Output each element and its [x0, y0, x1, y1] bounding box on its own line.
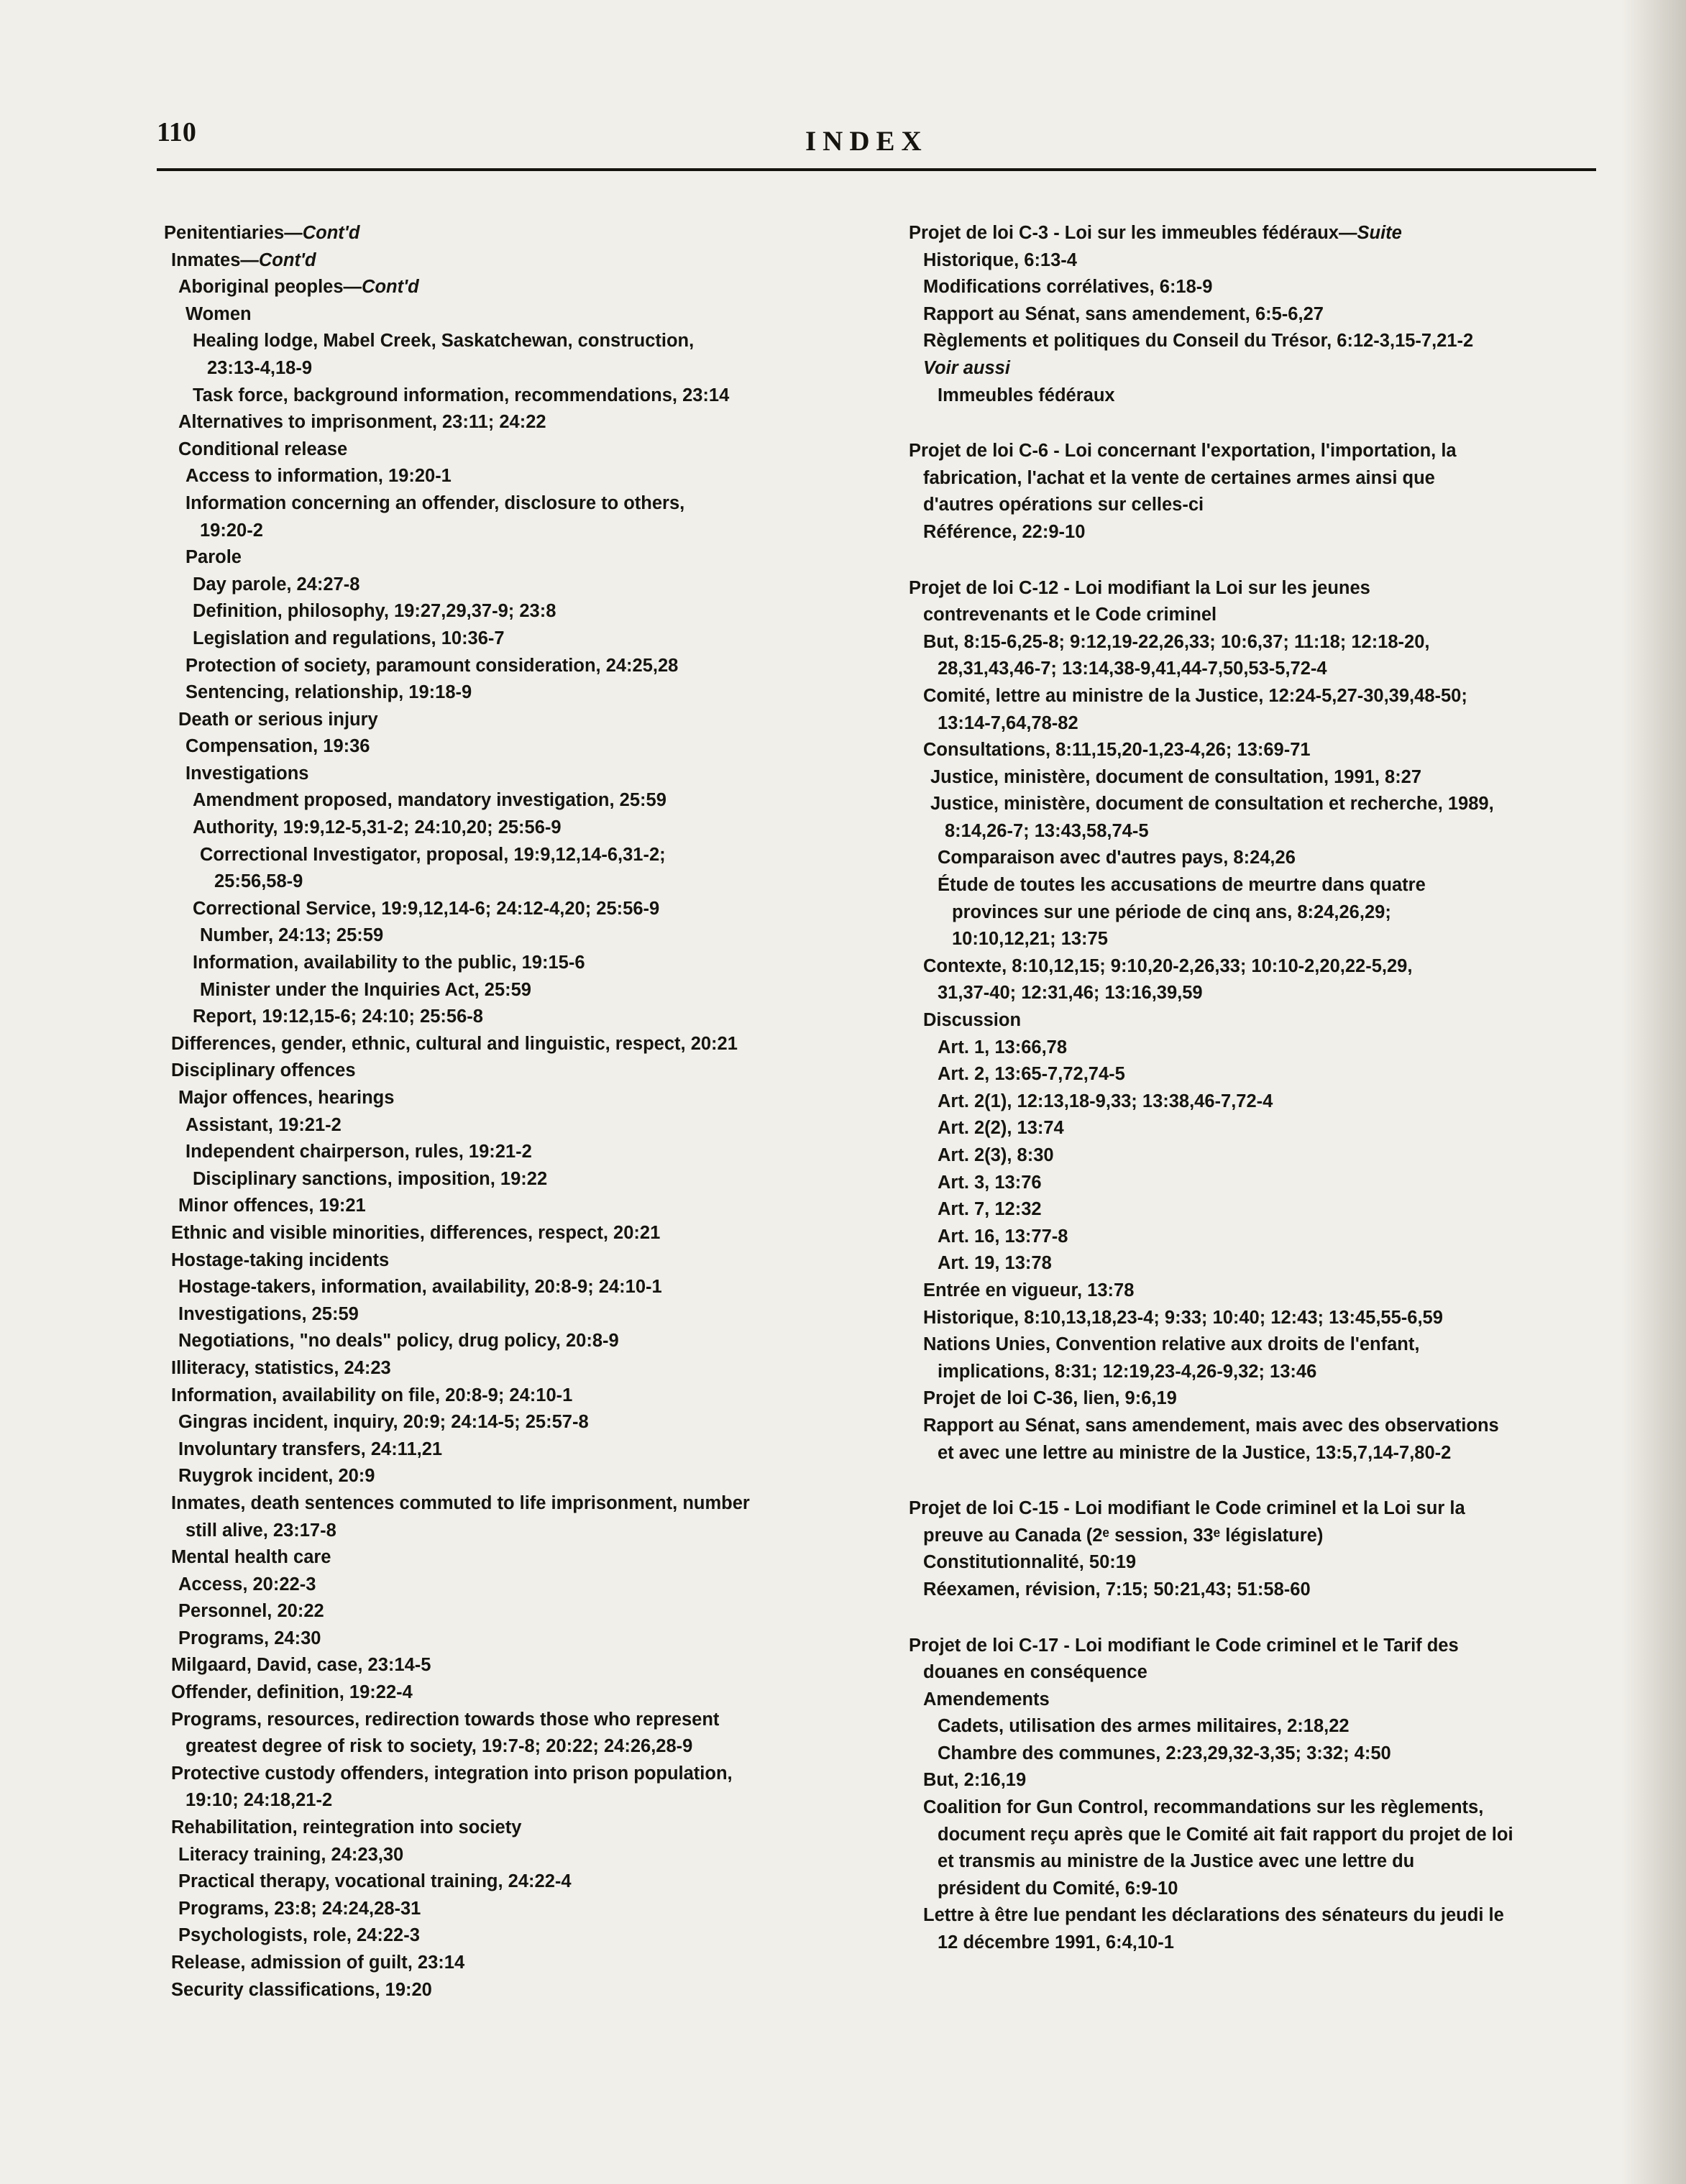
index-entry — [909, 1413, 1599, 1440]
index-entry — [909, 1385, 1599, 1413]
index-entry-text: douanes en conséquence — [923, 1662, 1147, 1683]
index-entry-text: Aboriginal peoples— — [178, 277, 362, 298]
index-entry — [164, 1842, 854, 1869]
index-entry — [909, 791, 1599, 818]
index-entry-text: 23:13-4,18-9 — [207, 357, 313, 378]
entry-gap — [909, 1604, 1599, 1633]
index-entry — [164, 1518, 854, 1545]
index-entry-text: Mental health care — [171, 1547, 331, 1568]
index-entry-text: Lettre à être lue pendant les déclarations des sénateurs du jeudi le — [923, 1905, 1504, 1926]
header-title: INDEX — [805, 126, 928, 157]
index-entry — [164, 436, 854, 464]
index-entry-text: Illiteracy, statistics, 24:23 — [171, 1357, 391, 1378]
index-entry — [164, 220, 854, 247]
index-entry — [909, 737, 1599, 764]
index-entry — [164, 1868, 854, 1896]
index-entry — [909, 1170, 1599, 1197]
index-entry — [164, 1112, 854, 1139]
index-entry-text: provinces sur une période de cinq ans, 8:24,26,29; — [952, 901, 1391, 922]
index-entry-text: Access, 20:22-3 — [178, 1574, 316, 1595]
index-entry-text: Rapport au Sénat, sans amendement, mais avec des observations — [923, 1415, 1499, 1436]
index-entry — [909, 710, 1599, 738]
index-entry — [909, 575, 1599, 602]
index-entry-text: Programs, 24:30 — [178, 1628, 321, 1648]
index-entry-text: Release, admission of guilt, 23:14 — [171, 1953, 465, 1973]
index-entry-text: Immeubles fédéraux — [938, 385, 1115, 405]
index-entry — [909, 1930, 1599, 1957]
index-entry-text: document reçu après que le Comité ait fait rapport du projet de loi — [938, 1824, 1513, 1845]
index-entry-text: Historique, 6:13-4 — [923, 249, 1077, 270]
index-entry — [164, 1922, 854, 1950]
index-entry — [909, 1196, 1599, 1224]
index-entry-text: Offender, definition, 19:22-4 — [171, 1682, 413, 1703]
index-entry — [909, 1224, 1599, 1251]
index-entry — [164, 1977, 854, 2004]
index-entry — [909, 1061, 1599, 1088]
index-entry-text: Healing lodge, Mabel Creek, Saskatchewan, construction, — [193, 331, 695, 352]
index-entry — [164, 868, 854, 896]
index-entry-text: Information, availability to the public, 19:15-6 — [193, 953, 585, 973]
index-entry-text: Definition, philosophy, 19:27,29,37-9; 23:8 — [193, 601, 556, 622]
index-entry-text: Literacy training, 24:23,30 — [178, 1844, 404, 1865]
index-entry-text: Protective custody offenders, integration into prison population, — [171, 1763, 733, 1784]
index-entry-text: Rehabilitation, reintegration into society — [171, 1817, 522, 1838]
index-entry-text: 19:20-2 — [200, 520, 263, 541]
index-entry-text: Art. 2(3), 8:30 — [938, 1145, 1054, 1165]
index-entry — [909, 764, 1599, 792]
index-entry — [909, 1822, 1599, 1849]
index-entry — [164, 274, 854, 301]
index-entry — [909, 1740, 1599, 1768]
index-entry — [909, 1440, 1599, 1467]
index-entry — [164, 977, 854, 1004]
index-entry — [909, 1142, 1599, 1170]
index-entry — [909, 602, 1599, 629]
index-entry — [164, 301, 854, 329]
index-entry — [164, 733, 854, 761]
index-entry-text: Art. 2(1), 12:13,18-9,33; 13:38,46-7,72-4 — [938, 1091, 1273, 1111]
index-entry — [909, 438, 1599, 465]
index-entry — [909, 656, 1599, 683]
index-entry-text: 8:14,26-7; 13:43,58,74-5 — [945, 820, 1149, 841]
index-entry — [909, 845, 1599, 872]
index-entry-text: Practical therapy, vocational training, 24:22-4 — [178, 1871, 572, 1892]
index-entry — [909, 1495, 1599, 1523]
index-entry-text: Constitutionnalité, 50:19 — [923, 1552, 1137, 1573]
index-entry-text: Minor offences, 19:21 — [178, 1196, 366, 1216]
index-entry-text: Rapport au Sénat, sans amendement, 6:5-6,27 — [923, 303, 1324, 324]
index-entry — [909, 1549, 1599, 1577]
index-entry — [164, 490, 854, 518]
index-entry — [909, 1250, 1599, 1277]
index-entry — [909, 1305, 1599, 1332]
index-entry — [164, 1707, 854, 1734]
index-entry-text: Personnel, 20:22 — [178, 1601, 324, 1622]
index-entry — [164, 328, 854, 355]
index-entry-text: Gingras incident, inquiry, 20:9; 24:14-5; 25:57-8 — [178, 1412, 589, 1433]
index-entry — [164, 787, 854, 815]
index-entry-text: président du Comité, 6:9-10 — [938, 1878, 1178, 1899]
index-entry — [164, 761, 854, 788]
index-entry-text: Hostage-taking incidents — [171, 1249, 390, 1270]
index-entry — [909, 1848, 1599, 1876]
page-edge-shadow — [1621, 0, 1686, 2184]
index-entry-text: Negotiations, "no deals" policy, drug policy, 20:8-9 — [178, 1331, 619, 1352]
index-entry — [909, 247, 1599, 275]
index-entry-text: Sentencing, relationship, 19:18-9 — [185, 682, 472, 703]
index-entry — [909, 1633, 1599, 1660]
header-rule — [157, 168, 1596, 171]
index-entry-text: Security classifications, 19:20 — [171, 1979, 432, 2000]
index-entry-text: Discussion — [923, 1010, 1022, 1031]
index-entry-text: implications, 8:31; 12:19,23-4,26-9,32; 13:46 — [938, 1361, 1317, 1382]
index-entry-text: Étude de toutes les accusations de meurtre dans quatre — [938, 875, 1426, 896]
index-entry-text: Historique, 8:10,13,18,23-4; 9:33; 10:40; 12:43; 13:45,55-6,59 — [923, 1307, 1443, 1328]
index-entry-text: Disciplinary offences — [171, 1060, 356, 1081]
index-entry — [909, 220, 1599, 247]
index-entry — [164, 1382, 854, 1410]
index-entry — [909, 465, 1599, 492]
index-entry-text: Information concerning an offender, disclosure to others, — [185, 492, 685, 513]
index-entry-text: Psychologists, role, 24:22-3 — [178, 1925, 420, 1946]
index-entry-text: Involuntary transfers, 24:11,21 — [178, 1439, 443, 1459]
index-entry-text: Correctional Investigator, proposal, 19:9,12,14-6,31-2; — [200, 844, 666, 865]
index-entry-continuation: Cont'd — [258, 249, 316, 270]
index-entry-text: Ethnic and visible minorities, differences, respect, 20:21 — [171, 1222, 661, 1243]
index-entry-text: Women — [185, 303, 252, 324]
index-entry — [909, 899, 1599, 927]
index-entry-text: 10:10,12,21; 13:75 — [952, 929, 1108, 950]
index-entry — [909, 1523, 1599, 1550]
index-entry-text: Règlements et politiques du Conseil du Trésor, 6:12-3,15-7,21-2 — [923, 331, 1474, 352]
index-entry — [164, 1220, 854, 1247]
index-entry — [164, 679, 854, 707]
index-entry — [164, 382, 854, 410]
index-entry-text: et avec une lettre au ministre de la Justice, 13:5,7,14-7,80-2 — [938, 1442, 1452, 1463]
index-entry-text: Projet de loi C-6 - Loi concernant l'exportation, l'importation, la — [909, 441, 1457, 462]
index-entry-text: Independent chairperson, rules, 19:21-2 — [185, 1142, 532, 1162]
index-entry — [164, 1139, 854, 1166]
index-entry — [909, 355, 1599, 382]
index-entry-text: Art. 7, 12:32 — [938, 1199, 1042, 1220]
index-entry-text: Major offences, hearings — [178, 1088, 395, 1108]
index-entry-text: Projet de loi C-12 - Loi modifiant la Loi sur les jeunes — [909, 577, 1370, 598]
index-entry — [909, 301, 1599, 329]
index-entry — [909, 818, 1599, 845]
index-entry-text: But, 8:15-6,25-8; 9:12,19-22,26,33; 10:6,37; 11:18; 12:18-20, — [923, 631, 1430, 652]
index-entry — [909, 1687, 1599, 1714]
index-entry-text: contrevenants et le Code criminel — [923, 605, 1217, 625]
index-entry-text: Compensation, 19:36 — [185, 736, 370, 757]
index-entry-text: Contexte, 8:10,12,15; 9:10,20-2,26,33; 10:10-2,20,22-5,29, — [923, 955, 1413, 976]
index-entry — [909, 953, 1599, 981]
index-entry-text: Disciplinary sanctions, imposition, 19:22 — [193, 1168, 548, 1189]
index-entry-text: Alternatives to imprisonment, 23:11; 24:22 — [178, 412, 546, 433]
index-entry — [164, 572, 854, 599]
index-entry — [164, 815, 854, 842]
index-entry — [164, 707, 854, 734]
index-entry-text: Information, availability on file, 20:8-9; 24:10-1 — [171, 1385, 573, 1405]
index-entry — [164, 1409, 854, 1436]
index-entry — [164, 1490, 854, 1518]
index-entry — [164, 1328, 854, 1355]
index-entry — [909, 382, 1599, 410]
index-entry — [909, 926, 1599, 953]
index-entry — [164, 1598, 854, 1625]
index-entry — [909, 683, 1599, 710]
index-entry-text: Task force, background information, recommendations, 23:14 — [193, 385, 730, 405]
index-entry — [164, 1004, 854, 1031]
index-entry-text: Modifications corrélatives, 6:18-9 — [923, 277, 1213, 298]
entry-gap — [909, 409, 1599, 438]
index-entry — [909, 1277, 1599, 1305]
index-entry-text: 19:10; 24:18,21-2 — [185, 1790, 333, 1811]
index-entry — [909, 519, 1599, 546]
index-entry — [909, 1007, 1599, 1034]
index-entry — [909, 1359, 1599, 1386]
index-column-left — [164, 220, 854, 2004]
index-entry-text: Référence, 22:9-10 — [923, 521, 1086, 542]
index-entry — [909, 1331, 1599, 1359]
index-entry-text: Access to information, 19:20-1 — [185, 466, 452, 487]
index-entry-text: Chambre des communes, 2:23,29,32-3,35; 3:32; 4:50 — [938, 1743, 1391, 1763]
index-entry-text: et transmis au ministre de la Justice avec une lettre du — [938, 1851, 1415, 1872]
index-entry — [164, 1463, 854, 1490]
index-entry — [164, 1544, 854, 1572]
index-entry — [164, 1950, 854, 1977]
index-entry — [909, 629, 1599, 656]
index-entry — [164, 1625, 854, 1653]
index-entry — [164, 355, 854, 382]
entry-gap — [909, 546, 1599, 575]
index-entry — [164, 409, 854, 436]
index-entry-text: Protection of society, paramount consideration, 24:25,28 — [185, 655, 679, 676]
index-entry-text: Death or serious injury — [178, 709, 378, 730]
index-entry — [164, 1761, 854, 1788]
index-entry — [164, 1679, 854, 1707]
index-entry-text: Comité, lettre au ministre de la Justice, 12:24-5,27-30,39,48-50; — [923, 685, 1467, 706]
index-entry — [164, 1733, 854, 1761]
index-entry-text: Investigations — [185, 763, 309, 784]
index-entry — [909, 1767, 1599, 1794]
index-entry — [909, 492, 1599, 519]
index-entry-text: still alive, 23:17-8 — [185, 1520, 336, 1541]
index-entry-text: Amendements — [923, 1689, 1050, 1710]
index-entry — [164, 1085, 854, 1112]
index-entry-text: Art. 2(2), 13:74 — [938, 1118, 1064, 1139]
index-entry-text: Amendment proposed, mandatory investigation, 25:59 — [193, 790, 666, 811]
index-entry-text: Art. 1, 13:66,78 — [938, 1037, 1068, 1057]
index-entry-text: greatest degree of risk to society, 19:7-8; 20:22; 24:26,28-9 — [185, 1736, 693, 1757]
index-entry-text: Ruygrok incident, 20:9 — [178, 1466, 375, 1487]
index-entry — [164, 1355, 854, 1382]
index-entry-continuation: Suite — [1357, 223, 1402, 243]
index-entry-continuation: Cont'd — [362, 277, 419, 298]
index-entry-text: Justice, ministère, document de consultation, 1991, 8:27 — [930, 766, 1422, 787]
index-entry — [164, 1274, 854, 1301]
index-entry-text: Art. 2, 13:65-7,72,74-5 — [938, 1064, 1125, 1085]
index-entry — [909, 1902, 1599, 1930]
index-entry-text: Parole — [185, 547, 242, 568]
index-entry-text: Art. 16, 13:77-8 — [938, 1226, 1068, 1247]
index-entry-text: Penitentiaries— — [164, 223, 303, 243]
index-entry — [164, 1572, 854, 1599]
index-entry-text: Legislation and regulations, 10:36-7 — [193, 628, 505, 648]
index-column-right — [909, 220, 1599, 1957]
index-entry — [909, 1713, 1599, 1740]
index-entry — [909, 1659, 1599, 1687]
index-entry — [909, 274, 1599, 301]
index-entry-text: 31,37-40; 12:31,46; 13:16,39,59 — [938, 983, 1203, 1004]
index-entry-text: Projet de loi C-17 - Loi modifiant le Code criminel et le Tarif des — [909, 1635, 1459, 1656]
index-entry — [164, 598, 854, 625]
entry-gap — [909, 1467, 1599, 1495]
index-entry-text: Inmates— — [171, 249, 259, 270]
index-entry-text: Number, 24:13; 25:59 — [200, 925, 384, 946]
index-entry — [909, 1876, 1599, 1903]
index-entry-text: Nations Unies, Convention relative aux droits de l'enfant, — [923, 1334, 1420, 1355]
index-entry-text: Projet de loi C-15 - Loi modifiant le Code criminel et la Loi sur la — [909, 1498, 1465, 1519]
index-entry-text: 28,31,43,46-7; 13:14,38-9,41,44-7,50,53-5,72-4 — [938, 659, 1327, 679]
index-entry — [164, 1247, 854, 1275]
index-entry-text: Conditional release — [178, 439, 348, 459]
index-entry — [164, 922, 854, 950]
index-entry — [164, 247, 854, 275]
index-entry-text: Consultations, 8:11,15,20-1,23-4,26; 13:69-71 — [923, 740, 1311, 761]
index-entry — [164, 544, 854, 572]
index-entry — [164, 625, 854, 653]
index-entry-text: Programs, 23:8; 24:24,28-31 — [178, 1898, 421, 1919]
index-entry-text: Programs, resources, redirection towards those who represent — [171, 1709, 720, 1730]
index-entry — [164, 950, 854, 977]
index-entry-text: Réexamen, révision, 7:15; 50:21,43; 51:58-60 — [923, 1579, 1311, 1600]
index-entry — [164, 1166, 854, 1193]
index-entry-text: Assistant, 19:21-2 — [185, 1114, 342, 1135]
index-entry — [909, 1088, 1599, 1116]
index-entry — [909, 1577, 1599, 1604]
index-entry — [909, 1794, 1599, 1822]
index-entry — [164, 1301, 854, 1329]
index-entry-text: Authority, 19:9,12-5,31-2; 24:10,20; 25:56-9 — [193, 817, 562, 838]
index-entry-text: 13:14-7,64,78-82 — [938, 712, 1078, 733]
index-entry-text: Differences, gender, ethnic, cultural and linguistic, respect, 20:21 — [171, 1033, 738, 1054]
index-entry-text: Milgaard, David, case, 23:14-5 — [171, 1655, 431, 1676]
index-entry-text: Inmates, death sentences commuted to life imprisonment, number — [171, 1492, 750, 1513]
index-entry-text: Investigations, 25:59 — [178, 1303, 359, 1324]
index-entry — [164, 1436, 854, 1464]
index-entry-text: 25:56,58-9 — [214, 871, 303, 892]
index-entry-text: Justice, ministère, document de consultation et recherche, 1989, — [930, 794, 1494, 815]
index-entry — [164, 1896, 854, 1923]
index-entry-text: Day parole, 24:27-8 — [193, 574, 360, 595]
index-entry — [164, 518, 854, 545]
index-entry — [909, 980, 1599, 1007]
index-entry — [164, 1057, 854, 1085]
index-entry — [164, 653, 854, 680]
index-entry-text: d'autres opérations sur celles-ci — [923, 495, 1204, 515]
index-entry — [909, 1034, 1599, 1062]
index-entry — [909, 1115, 1599, 1142]
index-entry-text: preuve au Canada (2ᵉ session, 33ᵉ législature) — [923, 1525, 1324, 1546]
index-entry-text: fabrication, l'achat et la vente de certaines armes ainsi que — [923, 467, 1435, 488]
index-entry-text: Report, 19:12,15-6; 24:10; 25:56-8 — [193, 1006, 483, 1027]
index-entry-text: Minister under the Inquiries Act, 25:59 — [200, 979, 531, 1000]
index-entry — [164, 1814, 854, 1842]
index-entry-text: Projet de loi C-3 - Loi sur les immeubles fédéraux— — [909, 223, 1357, 243]
index-entry — [164, 463, 854, 490]
index-entry-continuation: Cont'd — [302, 223, 360, 243]
index-entry — [909, 328, 1599, 355]
index-entry — [164, 842, 854, 869]
index-entry-text: Correctional Service, 19:9,12,14-6; 24:12-4,20; 25:56-9 — [193, 898, 660, 919]
index-entry — [164, 1652, 854, 1679]
index-entry-text: Art. 19, 13:78 — [938, 1253, 1052, 1274]
index-entry — [164, 1193, 854, 1220]
index-entry-text: Projet de loi C-36, lien, 9:6,19 — [923, 1388, 1177, 1409]
index-entry-text: Coalition for Gun Control, recommandations sur les règlements, — [923, 1797, 1484, 1818]
index-entry — [164, 1787, 854, 1814]
index-entry-text: Hostage-takers, information, availability, 20:8-9; 24:10-1 — [178, 1277, 662, 1298]
index-entry-text: Comparaison avec d'autres pays, 8:24,26 — [938, 848, 1296, 868]
index-entry — [909, 872, 1599, 899]
page-number: 110 — [157, 117, 196, 147]
index-entry — [164, 1031, 854, 1058]
index-entry-text: Cadets, utilisation des armes militaires, 2:18,22 — [938, 1716, 1350, 1737]
index-entry — [164, 896, 854, 923]
index-entry-text: Voir aussi — [923, 357, 1010, 378]
index-entry-text: Art. 3, 13:76 — [938, 1172, 1042, 1193]
index-entry-text: Entrée en vigueur, 13:78 — [923, 1280, 1135, 1300]
index-entry-text: 12 décembre 1991, 6:4,10-1 — [938, 1932, 1174, 1953]
index-entry-text: But, 2:16,19 — [923, 1770, 1027, 1791]
